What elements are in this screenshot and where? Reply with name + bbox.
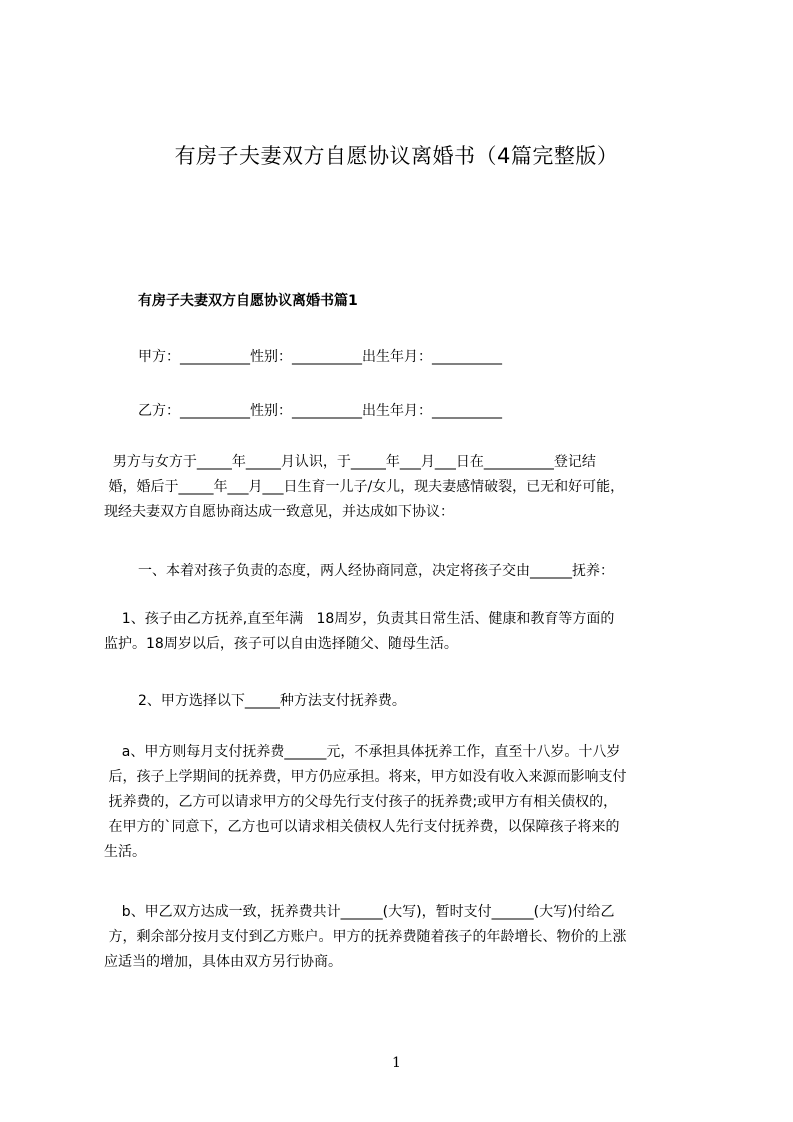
text-line: 应适当的增加，具体由双方另行协商。: [104, 954, 342, 970]
item-a-paragraph: [104, 740, 709, 865]
clause-1: 一、本着对孩子负责的态度，两人经协商同意，决定将孩子交由______抚养：: [138, 563, 614, 579]
text-line: 1、孩子由乙方抚养,直至年满 18周岁，负责其日常生活、健康和教育等方面的: [104, 611, 615, 627]
item-2: 2、甲方选择以下_____种方法支付抚养费。: [138, 693, 406, 709]
text-line: 男方与女方于_____年_____月认识，于_____年___月___日在__________登记结: [104, 454, 596, 470]
text-line: 方，剩余部分按月支付到乙方账户。甲方的抚养费随着孩子的年龄增长、物价的上涨: [104, 929, 627, 945]
text-line: b、甲乙双方达成一致，抚养费共计______(大写)，暂时支付______(大写)付给乙: [104, 904, 615, 920]
text-line: 婚，婚后于_____年___月___日生育一儿子/女儿，现夫妻感情破裂，已无和好可能，: [104, 479, 625, 495]
document-title: 有房子夫妻双方自愿协议离婚书（4篇完整版）: [174, 144, 619, 168]
text-line: a、甲方则每月支付抚养费______元，不承担具体抚养工作，直至十八岁。十八岁: [104, 744, 621, 760]
party-a-line: 甲方：__________性别：__________出生年月：__________: [138, 349, 502, 365]
text-line: 后，孩子上学期间的抚养费，甲方仍应承担。将来，甲方如没有收入来源而影响支付: [104, 769, 627, 785]
party-b-line: 乙方：__________性别：__________出生年月：__________: [138, 403, 502, 419]
text-line: 在甲方的`同意下，乙方也可以请求相关债权人先行支付抚养费，以保障孩子将来的: [104, 819, 620, 835]
text-line: 现经夫妻双方自愿协商达成一致意见，并达成如下协议：: [104, 504, 454, 520]
item-1-paragraph: [104, 607, 709, 657]
page-number: 1: [392, 1055, 401, 1071]
text-line: 抚养费的，乙方可以请求甲方的父母先行支付孩子的抚养费;或甲方有相关债权的，: [104, 794, 618, 810]
text-line: 监护。18周岁以后，孩子可以自由选择随父、随母生活。: [104, 636, 458, 652]
text-line: 生活。: [104, 844, 146, 860]
item-b-paragraph: [104, 900, 709, 975]
intro-paragraph: [104, 450, 709, 525]
section-heading: 有房子夫妻双方自愿协议离婚书篇1: [138, 293, 358, 309]
